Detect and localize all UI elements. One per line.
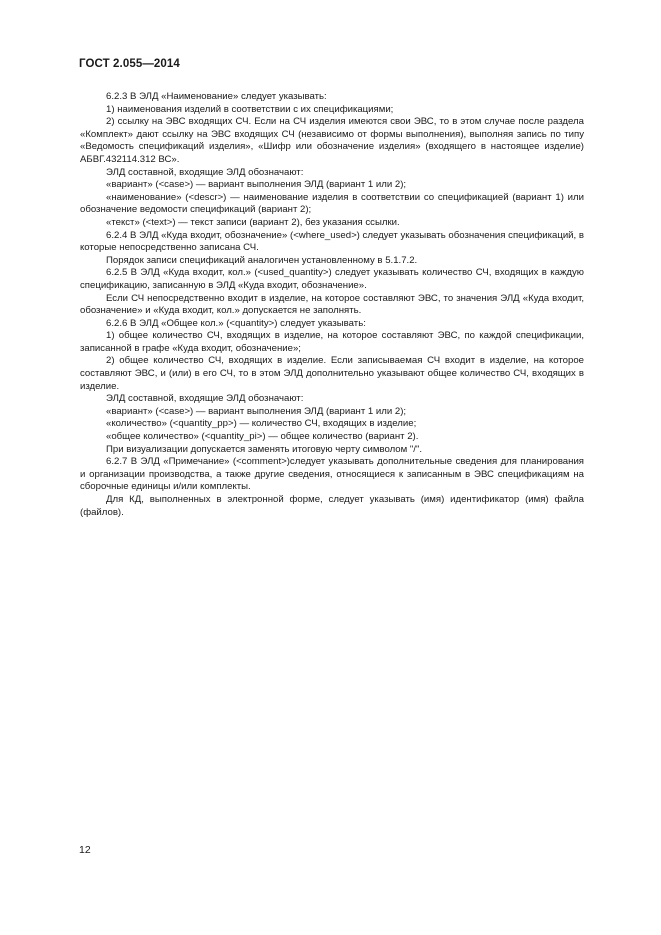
list-item: 2) ссылку на ЭВС входящих СЧ. Если на СЧ изделия имеются свои ЭВС, то в этом случае после раздела «Комплект» дают ссылку на ЭВС входящих СЧ (независимо от формы выполнения), выполняя запись по типу «Ведомость спецификаций изделия», «Шифр или обозначение изделия» (входящего в настоящее изделие) АБВГ.432114.312 ВС». xyxy=(80,116,584,165)
list-item: 2) общее количество СЧ, входящих в изделие. Если записываемая СЧ входит в изделие, на которое составляют ЭВС, и (или) в его СЧ, то в этом ЭЛД дополнительно указывают общее количество СЧ, входящих в изделие. xyxy=(80,355,584,392)
definition-item: «наименование» (<descr>) — наименование изделия в соответствии со спецификацией (вариант 1) или обозначение ведомости спецификаций (вариант 2); xyxy=(80,191,584,216)
paragraph: ЭЛД составной, входящие ЭЛД обозначают: xyxy=(106,393,304,405)
clause-6-2-3: 6.2.3 В ЭЛД «Наименование» следует указывать: xyxy=(106,91,327,102)
clause-6-2-4: 6.2.4 В ЭЛД «Куда входит, обозначение» (<where_used>) следует указывать обозначения спецификаций, в которые непосредственно записана СЧ. xyxy=(80,229,584,254)
document-body xyxy=(80,91,584,519)
clause-6-2-7: 6.2.7 В ЭЛД «Примечание» (<comment>)следует указывать дополнительные сведения для планирования и организации производства, а также другие сведения, относящиеся к записанным в ЭВС спецификациям на сборочные единицы и/или комплекты. xyxy=(80,456,584,493)
definition-item: «текст» (<text>) — текст записи (вариант 2), без указания ссылки. xyxy=(106,216,400,228)
document-header: ГОСТ 2.055—2014 xyxy=(79,58,180,70)
clause-6-2-5: 6.2.5 В ЭЛД «Куда входит, кол.» (<used_quantity>) следует указывать количество СЧ, входящих в каждую спецификацию, записанную в ЭЛД «Куда входит, обозначение». xyxy=(80,267,584,291)
paragraph: Порядок записи спецификаций аналогичен установленному в 5.1.7.2. xyxy=(106,254,418,266)
definition-item: «общее количество» (<quantity_pi>) — общее количество (вариант 2). xyxy=(106,431,419,443)
definition-item: «вариант» (<case>) — вариант выполнения ЭЛД (вариант 1 или 2); xyxy=(106,405,407,417)
paragraph: Для КД, выполненных в электронной форме, следует указывать (имя) идентификатор (имя) файла (файлов). xyxy=(80,494,584,518)
page-number: 12 xyxy=(79,844,91,856)
list-item: 1) общее количество СЧ, входящих в изделие, на которое составляют ЭВС, по каждой спецификации, записанной в графе «Куда входит, обозначение»; xyxy=(80,330,584,354)
definition-item: «количество» (<quantity_pp>) — количество СЧ, входящих в изделие; xyxy=(106,418,417,430)
paragraph: При визуализации допускается заменять итоговую черту символом "/". xyxy=(106,443,423,455)
list-item: 1) наименования изделий в соответствии с их спецификациями; xyxy=(106,103,394,115)
paragraph: Если СЧ непосредственно входит в изделие, на которое составляют ЭВС, то значения ЭЛД «Куда входит, обозначение» и «Куда входит, кол.» допускается не заполнять. xyxy=(80,292,584,317)
clause-6-2-6: 6.2.6 В ЭЛД «Общее кол.» (<quantity>) следует указывать: xyxy=(106,317,366,329)
paragraph: ЭЛД составной, входящие ЭЛД обозначают: xyxy=(106,166,304,178)
definition-item: «вариант» (<case>) — вариант выполнения ЭЛД (вариант 1 или 2); xyxy=(106,179,407,191)
